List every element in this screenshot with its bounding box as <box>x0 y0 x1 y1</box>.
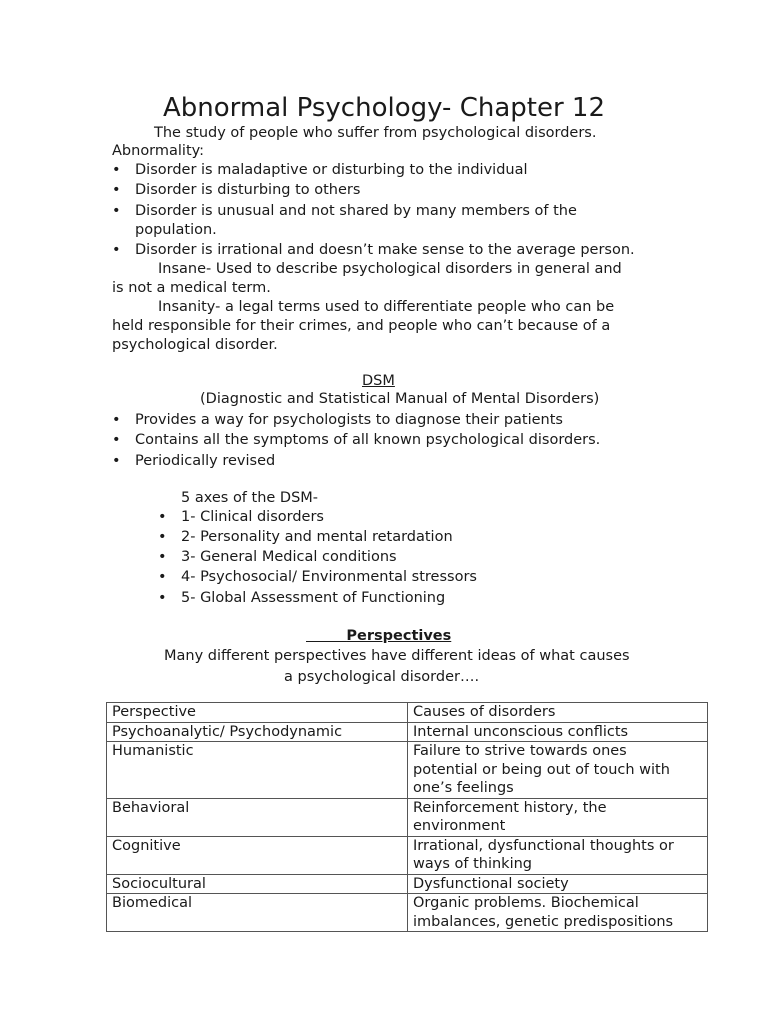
insanity-definition-cont: psychological disorder. <box>112 337 278 353</box>
list-item-text: 2- Personality and mental retardation <box>181 529 453 545</box>
cause-line: potential or being out of touch with <box>413 761 670 778</box>
table-cell-perspective: Behavioral <box>107 798 408 836</box>
table-header-perspective: Perspective <box>107 703 408 723</box>
list-item-text: population. <box>135 222 217 238</box>
cause-line: Irrational, dysfunctional thoughts or <box>413 837 674 854</box>
list-item-text: 1- Clinical disorders <box>181 509 324 525</box>
table-cell-cause <box>408 742 708 799</box>
table-cell-perspective: Sociocultural <box>107 874 408 894</box>
dsm-axes-list <box>158 508 477 609</box>
list-item <box>112 452 600 472</box>
bullet-icon: • <box>112 162 121 178</box>
list-item <box>158 589 477 609</box>
table-header-causes: Causes of disorders <box>408 703 708 723</box>
perspectives-heading <box>306 627 451 646</box>
cause-line: imbalances, genetic predispositions <box>413 913 674 930</box>
intro-text: The study of people who suffer from psychological disorders. <box>154 125 597 141</box>
cause-line: Internal unconscious conflicts <box>413 723 629 740</box>
table-cell-perspective: Psychoanalytic/ Psychodynamic <box>107 722 408 742</box>
table-cell-cause <box>408 894 708 932</box>
insanity-definition: Insanity- a legal terms used to differentiate people who can be <box>158 299 615 315</box>
list-item-continuation <box>112 221 635 241</box>
list-item-text: 5- Global Assessment of Functioning <box>181 590 446 606</box>
table-row <box>107 742 708 799</box>
cause-line: environment <box>413 818 506 834</box>
bullet-icon: • <box>158 590 167 606</box>
table-header-row <box>107 703 708 723</box>
list-item-text: Periodically revised <box>135 453 276 469</box>
bullet-icon: • <box>112 432 121 448</box>
list-item <box>158 528 477 548</box>
table-row <box>107 836 708 874</box>
list-item <box>112 181 635 202</box>
bullet-icon: • <box>112 203 121 219</box>
table-cell-cause <box>408 722 708 742</box>
table-cell-perspective: Humanistic <box>107 742 408 799</box>
insane-definition-cont: is not a medical term. <box>112 280 271 296</box>
table-row <box>107 722 708 742</box>
list-item <box>112 411 600 431</box>
dsm-axes-label: 5 axes of the DSM- <box>181 490 319 506</box>
dsm-list <box>112 411 600 472</box>
cause-line: Dysfunctional society <box>413 875 569 892</box>
table-cell-cause <box>408 836 708 874</box>
table-row <box>107 798 708 836</box>
bullet-icon: • <box>112 242 121 258</box>
dsm-heading: DSM <box>362 373 395 389</box>
perspectives-heading-text: Perspectives <box>346 628 452 644</box>
table-cell-cause <box>408 874 708 894</box>
list-item-text: Disorder is disturbing to others <box>135 182 361 198</box>
list-item <box>112 202 635 221</box>
table-row <box>107 874 708 894</box>
cause-line: Failure to strive towards ones <box>413 743 627 759</box>
insane-definition: Insane- Used to describe psychological disorders in general and <box>158 261 622 277</box>
list-item <box>112 241 635 260</box>
list-item <box>112 161 635 181</box>
list-item-text: Contains all the symptoms of all known psychological disorders. <box>135 432 601 448</box>
list-item-text: Disorder is unusual and not shared by many members of the <box>135 203 577 219</box>
bullet-icon: • <box>158 509 167 525</box>
bullet-icon: • <box>158 549 167 565</box>
bullet-icon: • <box>112 182 121 198</box>
abnormality-label: Abnormality: <box>112 143 205 159</box>
table-cell-cause <box>408 798 708 836</box>
list-item <box>158 508 477 528</box>
table-row <box>107 894 708 932</box>
list-item <box>112 431 600 452</box>
bullet-icon: • <box>112 412 121 428</box>
bullet-icon: • <box>158 569 167 585</box>
dsm-subheading: (Diagnostic and Statistical Manual of Mental Disorders) <box>200 391 600 407</box>
perspectives-intro-cont: a psychological disorder…. <box>284 669 480 685</box>
bullet-icon: • <box>112 453 121 469</box>
table-cell-perspective: Biomedical <box>107 894 408 932</box>
list-item-text: Disorder is irrational and doesn’t make sense to the average person. <box>135 242 635 258</box>
list-item-text: Provides a way for psychologists to diagnose their patients <box>135 412 563 428</box>
insanity-definition-cont: held responsible for their crimes, and people who can’t because of a <box>112 318 611 334</box>
perspectives-table <box>106 702 708 932</box>
cause-line: Reinforcement history, the <box>413 799 607 816</box>
cause-line: ways of thinking <box>413 856 532 872</box>
table-cell-perspective: Cognitive <box>107 836 408 874</box>
list-item-text: Disorder is maladaptive or disturbing to the individual <box>135 162 528 178</box>
bullet-icon: • <box>158 529 167 545</box>
page-title: Abnormal Psychology- Chapter 12 <box>163 93 605 123</box>
list-item-text: 4- Psychosocial/ Environmental stressors <box>181 569 477 585</box>
cause-line: one’s feelings <box>413 780 514 796</box>
abnormality-list <box>112 161 635 260</box>
perspectives-intro: Many different perspectives have different ideas of what causes <box>164 648 630 664</box>
cause-line: Organic problems. Biochemical <box>413 895 639 911</box>
list-item-text: 3- General Medical conditions <box>181 549 397 565</box>
list-item <box>158 568 477 589</box>
list-item <box>158 548 477 568</box>
